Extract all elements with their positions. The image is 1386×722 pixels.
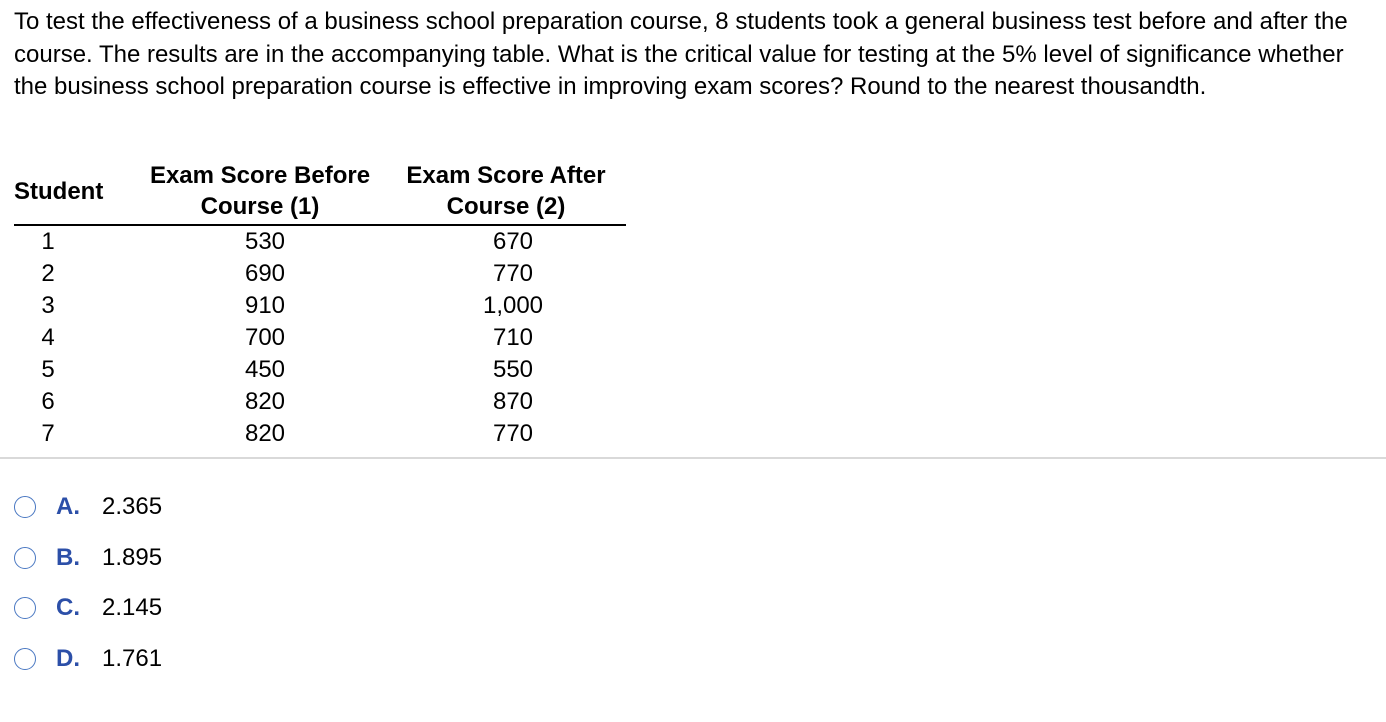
option-letter: A. — [56, 493, 80, 521]
table-header-row — [14, 157, 626, 225]
header-after-line1: Exam Score After — [406, 162, 606, 189]
cell-before: 450 — [244, 356, 286, 383]
header-after — [386, 157, 626, 225]
header-before-line2: Course (1) — [200, 193, 320, 220]
cell-student: 4 — [41, 324, 55, 351]
option-letter: D. — [56, 644, 80, 672]
cell-before: 820 — [244, 388, 286, 415]
option-a[interactable] — [14, 482, 162, 533]
cell-after: 550 — [492, 356, 534, 383]
header-before-line1: Exam Score Before — [149, 162, 371, 189]
scores-table — [14, 157, 626, 450]
cell-student: 6 — [41, 388, 55, 415]
option-letter: B. — [56, 543, 80, 571]
table-row — [14, 225, 626, 258]
header-student: Student — [14, 157, 134, 225]
cell-after: 870 — [492, 388, 534, 415]
radio-button-icon[interactable] — [14, 597, 36, 619]
answer-options — [14, 482, 162, 684]
option-value: 2.365 — [102, 493, 163, 521]
table-row — [14, 322, 626, 354]
table-row — [14, 386, 626, 418]
table-row — [14, 418, 626, 450]
cell-after: 670 — [492, 228, 534, 255]
radio-button-icon[interactable] — [14, 547, 36, 569]
radio-button-icon[interactable] — [14, 496, 36, 518]
radio-button-icon[interactable] — [14, 648, 36, 670]
cell-before: 530 — [244, 228, 286, 255]
header-after-line2: Course (2) — [446, 193, 566, 220]
option-d[interactable] — [14, 634, 162, 685]
table-row — [14, 258, 626, 290]
option-value: 1.761 — [102, 644, 163, 672]
question-text: To test the effectiveness of a business school preparation course, 8 students took a general business test before and after the course. The results are in the accompanying table. What is the critical value for testing at the 5% level of significance whether the business school preparation course is effective in improving exam scores? Round to the nearest thousandth. — [14, 8, 1348, 100]
option-c[interactable] — [14, 583, 162, 634]
cell-student: 5 — [41, 356, 55, 383]
cell-before: 690 — [244, 260, 286, 287]
cell-after: 770 — [492, 260, 534, 287]
option-b[interactable] — [14, 533, 162, 584]
cell-student: 2 — [41, 260, 55, 287]
option-value: 1.895 — [102, 543, 163, 571]
table-row — [14, 354, 626, 386]
cell-student: 3 — [41, 292, 55, 319]
option-letter: C. — [56, 594, 80, 622]
cell-student: 1 — [41, 228, 55, 255]
cell-after: 1,000 — [482, 292, 544, 319]
cell-after: 710 — [492, 324, 534, 351]
option-value: 2.145 — [102, 594, 163, 622]
cell-after: 770 — [492, 420, 534, 447]
header-before — [134, 157, 386, 225]
cell-student: 7 — [41, 420, 55, 447]
cell-before: 700 — [244, 324, 286, 351]
table-row — [14, 290, 626, 322]
cell-before: 820 — [244, 420, 286, 447]
section-divider — [0, 457, 1386, 459]
cell-before: 910 — [244, 292, 286, 319]
